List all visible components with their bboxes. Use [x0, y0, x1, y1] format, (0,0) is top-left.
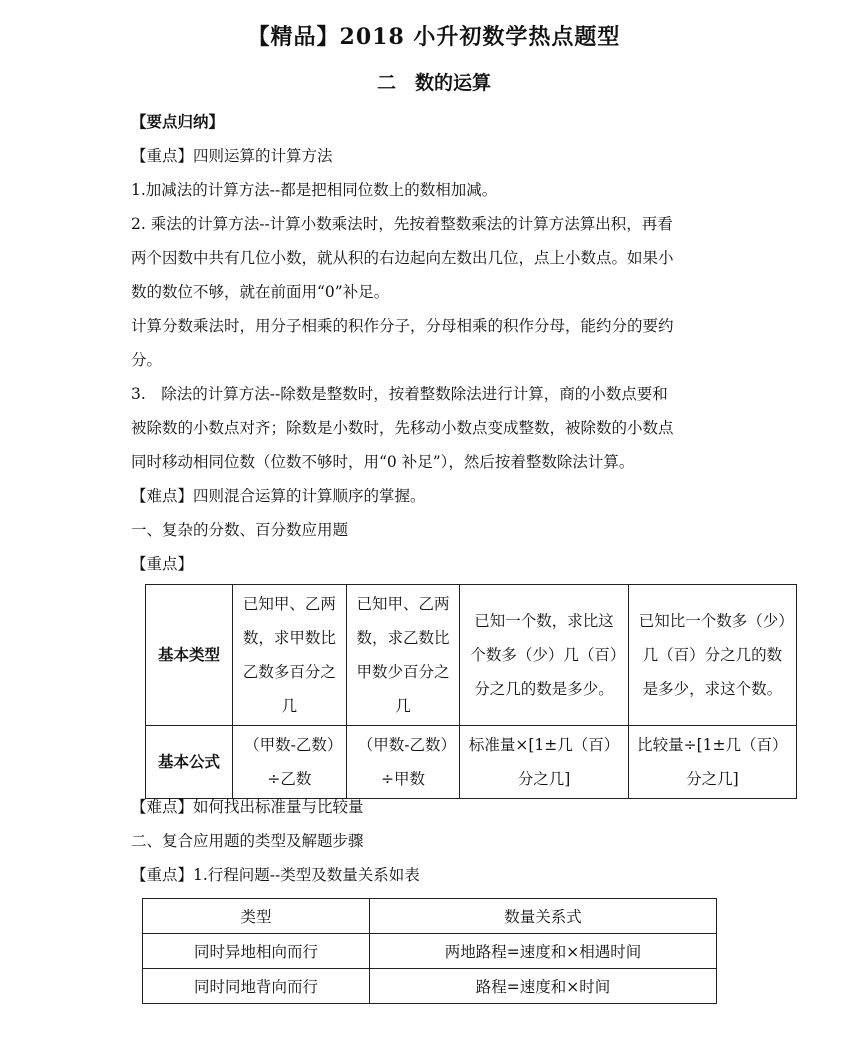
table-cell: 已知甲、乙两数，求甲数比乙数多百分之几	[233, 585, 347, 726]
table-row	[146, 726, 797, 799]
text-line: 二、复合应用题的类型及解题步骤	[131, 832, 364, 850]
table-row	[143, 969, 717, 1004]
table-cell: 已知一个数，求比这个数多（少）几（百）分之几的数是多少。	[460, 585, 628, 726]
table-cell: 已知比一个数多（少）几（百）分之几的数是多少，求这个数。	[628, 585, 796, 726]
section-heading: 【要点归纳】	[131, 112, 225, 131]
text-line: 3. 除法的计算方法--除数是整数时，按着整数除法进行计算，商的小数点要和	[131, 385, 668, 403]
text-line: 同时移动相同位数（位数不够时，用“0 补足”），然后按着整数除法计算。	[131, 453, 635, 471]
text-line: 【重点】四则运算的计算方法	[131, 147, 333, 165]
column-header: 类型	[143, 899, 370, 934]
table-cell: 已知甲、乙两数，求乙数比甲数少百分之几	[346, 585, 460, 726]
text-line: 计算分数乘法时，用分子相乘的积作分子，分母相乘的积作分母，能约分的要约	[131, 317, 674, 335]
table-cell: 同时同地背向而行	[143, 969, 370, 1004]
table-cell: （甲数-乙数）÷甲数	[346, 726, 460, 799]
table-row	[146, 585, 797, 726]
table-row-header: 基本公式	[146, 726, 233, 799]
table-cell: 标准量×[1±几（百）分之几]	[460, 726, 628, 799]
text-line: 数的数位不够，就在前面用“0”补足。	[131, 283, 390, 301]
text-line: 【难点】如何找出标准量与比较量	[131, 798, 364, 816]
doc-title: 【精品】2018 小升初数学热点题型	[247, 24, 621, 50]
text-line: 分。	[131, 351, 163, 369]
text-line: 两个因数中共有几位小数，就从积的右边起向左数出几位，点上小数点。如果小	[131, 249, 674, 267]
table-cell: （甲数-乙数）÷乙数	[233, 726, 347, 799]
table-row	[143, 934, 717, 969]
text-line: 【重点】	[131, 555, 194, 573]
column-header: 数量关系式	[369, 899, 716, 934]
formula-table	[145, 584, 797, 799]
doc-subtitle: 二 数的运算	[376, 72, 491, 94]
text-line: 【重点】1.行程问题--类型及数量关系如表	[131, 866, 420, 884]
text-line: 1.加减法的计算方法--都是把相同位数上的数相加减。	[131, 181, 498, 199]
text-line: 2. 乘法的计算方法--计算小数乘法时，先按着整数乘法的计算方法算出积，再看	[131, 215, 673, 233]
table-cell: 两地路程=速度和×相遇时间	[369, 934, 716, 969]
table-row-header: 基本类型	[146, 585, 233, 726]
table-header-row	[143, 899, 717, 934]
table-cell: 同时异地相向而行	[143, 934, 370, 969]
table-cell: 比较量÷[1±几（百）分之几]	[628, 726, 796, 799]
table-cell: 路程=速度和×时间	[369, 969, 716, 1004]
text-line: 被除数的小数点对齐；除数是小数时，先移动小数点变成整数，被除数的小数点	[131, 419, 674, 437]
travel-table	[142, 898, 717, 1004]
text-line: 一、复杂的分数、百分数应用题	[131, 521, 349, 539]
text-line: 【难点】四则混合运算的计算顺序的掌握。	[131, 487, 426, 505]
